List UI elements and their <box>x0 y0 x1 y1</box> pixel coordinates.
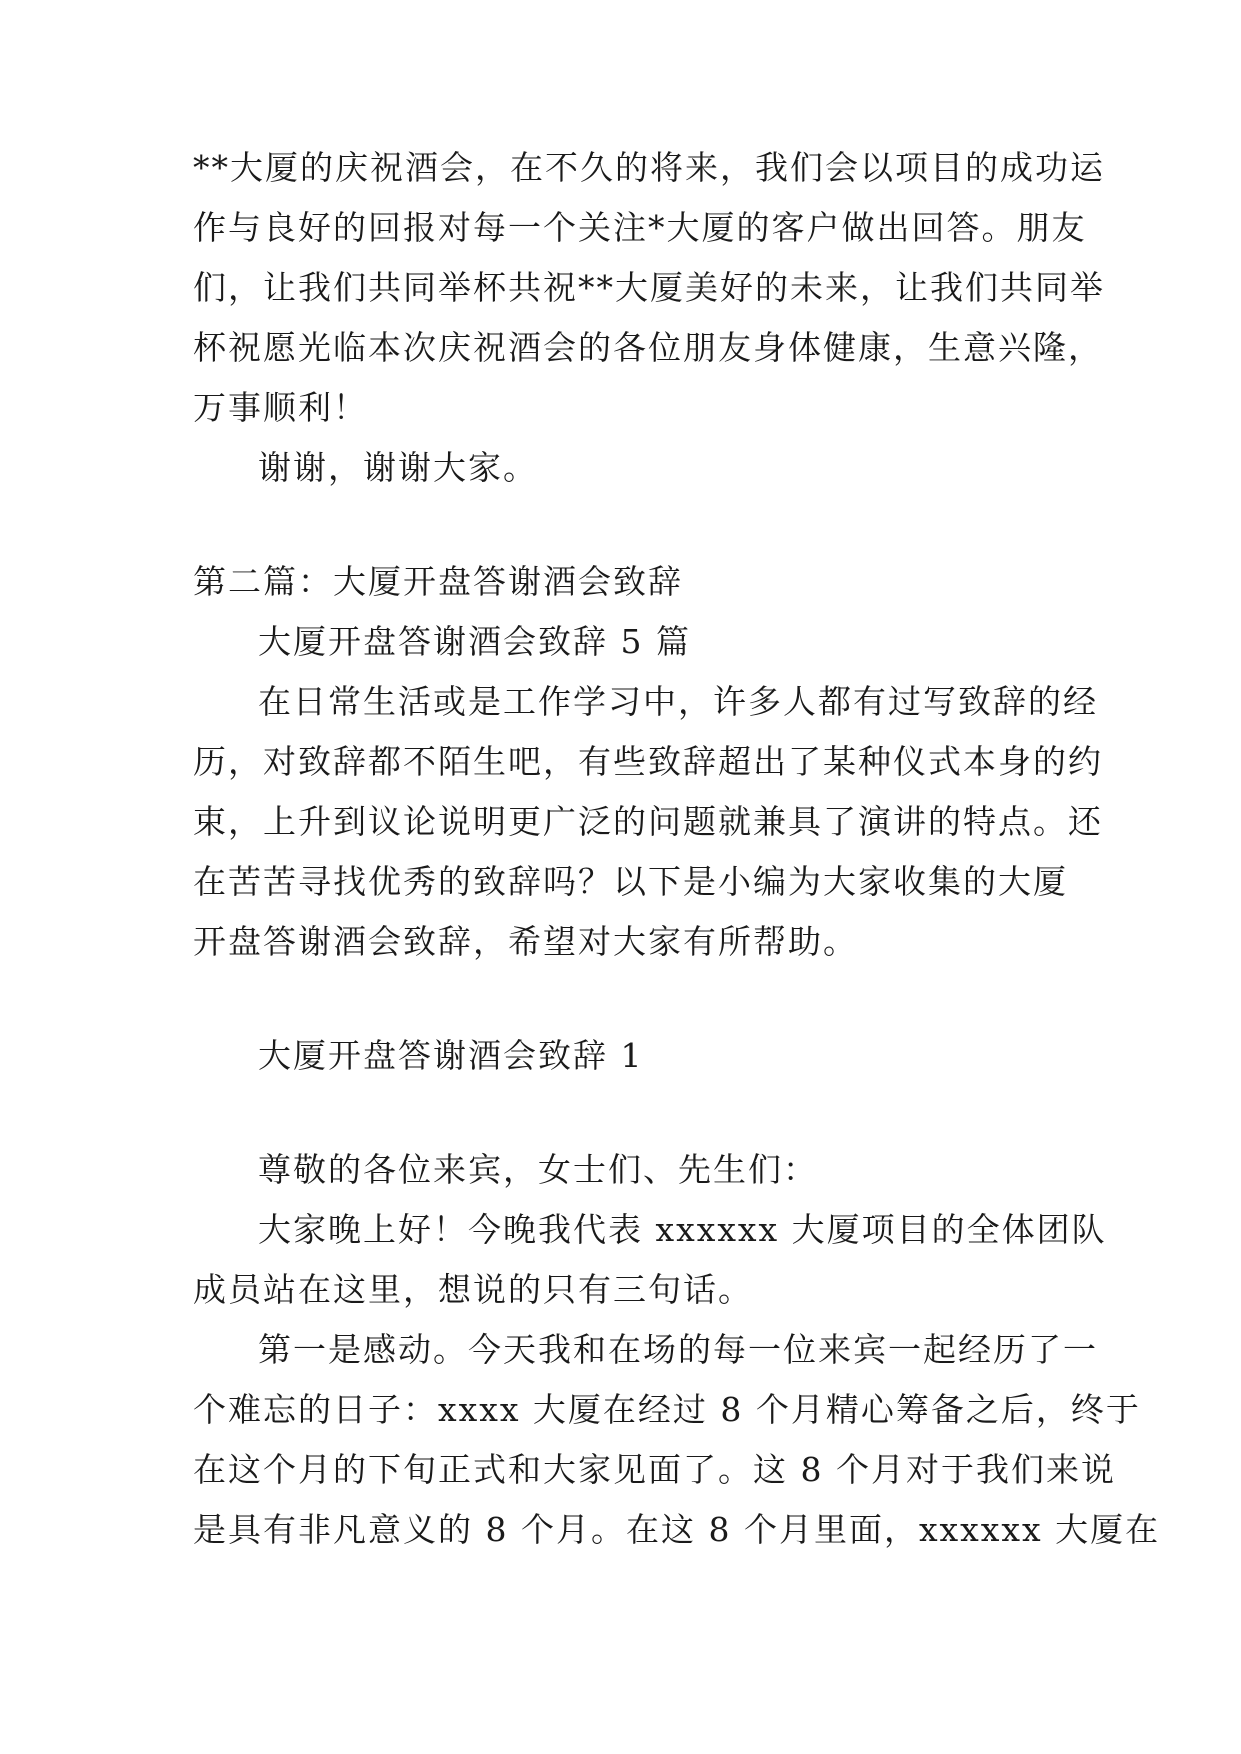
salutation-line: 尊敬的各位来宾，女士们、先生们： <box>258 1150 818 1189</box>
speech-title: 大厦开盘答谢酒会致辞 1 <box>258 1036 644 1075</box>
paragraph-line: 万事顺利！ <box>193 388 368 427</box>
paragraph-line: 成员站在这里，想说的只有三句话。 <box>193 1270 753 1309</box>
paragraph-line: 开盘答谢酒会致辞，希望对大家有所帮助。 <box>193 922 858 961</box>
paragraph-line: 历，对致辞都不陌生吧，有些致辞超出了某种仪式本身的约 <box>193 742 1103 781</box>
paragraph-line: 谢谢，谢谢大家。 <box>258 448 538 487</box>
section-subtitle: 大厦开盘答谢酒会致辞 5 篇 <box>258 622 691 661</box>
paragraph-line: 在这个月的下旬正式和大家见面了。这 8 个月对于我们来说 <box>193 1450 1116 1489</box>
paragraph-line: 个难忘的日子：xxxx 大厦在经过 8 个月精心筹备之后，终于 <box>193 1390 1141 1429</box>
paragraph-line: **大厦的庆祝酒会，在不久的将来，我们会以项目的成功运 <box>193 148 1105 187</box>
paragraph-line: 杯祝愿光临本次庆祝酒会的各位朋友身体健康，生意兴隆， <box>193 328 1103 367</box>
paragraph-line: 束，上升到议论说明更广泛的问题就兼具了演讲的特点。还 <box>193 802 1103 841</box>
paragraph-line: 作与良好的回报对每一个关注*大厦的客户做出回答。朋友 <box>193 208 1087 247</box>
paragraph-line: 是具有非凡意义的 8 个月。在这 8 个月里面，xxxxxx 大厦在 <box>193 1510 1161 1549</box>
paragraph-line: 在苦苦寻找优秀的致辞吗？以下是小编为大家收集的大厦 <box>193 862 1068 901</box>
paragraph-line: 大家晚上好！今晚我代表 xxxxxx 大厦项目的全体团队 <box>258 1210 1107 1249</box>
paragraph-line: 在日常生活或是工作学习中，许多人都有过写致辞的经 <box>258 682 1098 721</box>
section-heading: 第二篇：大厦开盘答谢酒会致辞 <box>193 562 683 601</box>
paragraph-line: 们，让我们共同举杯共祝**大厦美好的未来，让我们共同举 <box>193 268 1105 307</box>
paragraph-line: 第一是感动。今天我和在场的每一位来宾一起经历了一 <box>258 1330 1098 1369</box>
